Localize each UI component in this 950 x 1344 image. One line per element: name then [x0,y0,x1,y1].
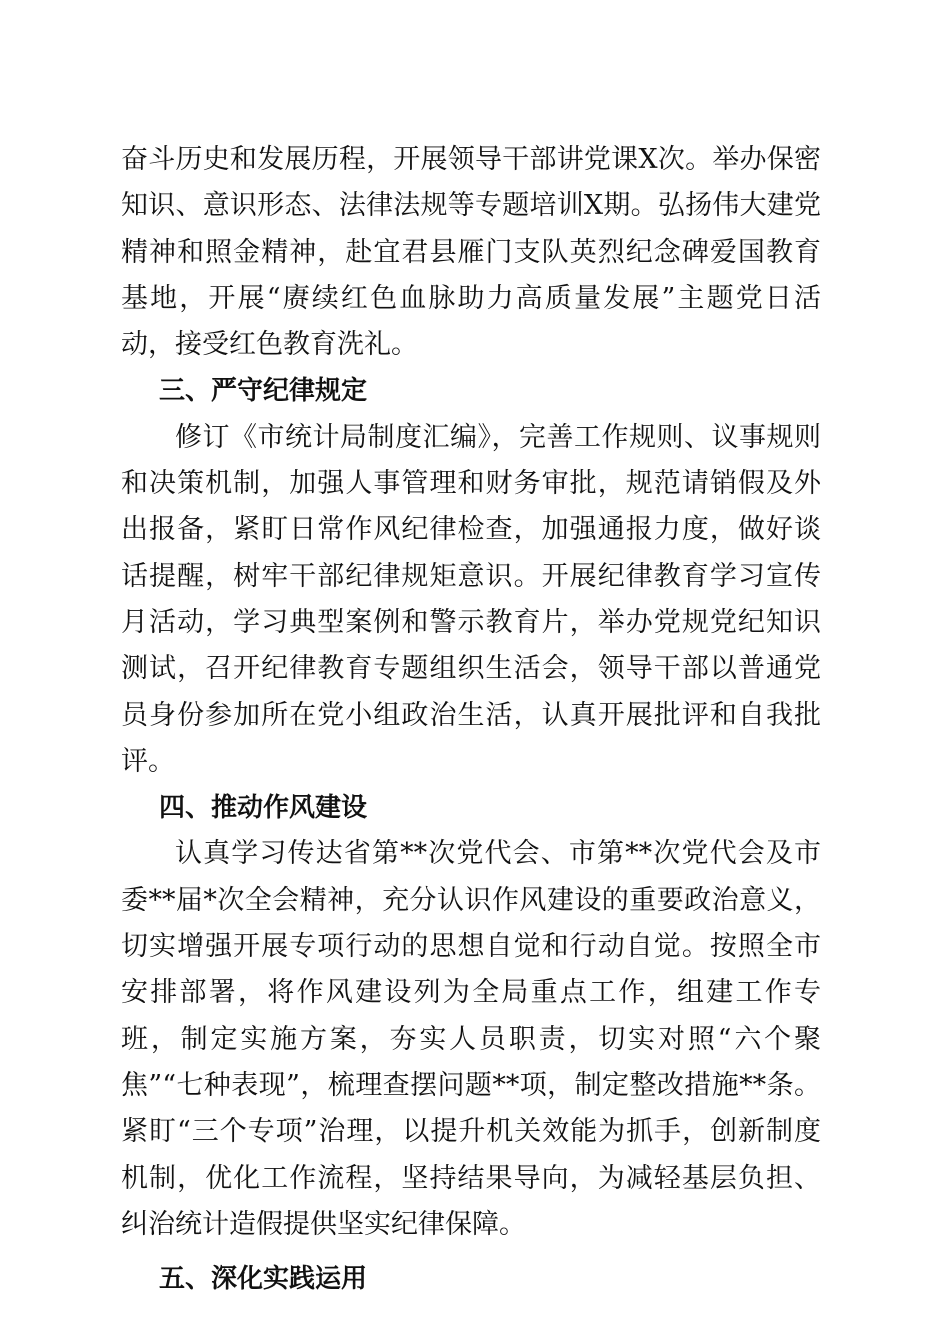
section-heading-discipline: 三、严守纪律规定 [159,376,368,407]
document-body [121,137,821,1302]
paragraph-discipline: 修订《市统计局制度汇编》，完善工作规则、议事规则和决策机制，加强人事管理和财务审批，规范请销假及外出报备，紧盯日常作风纪律检查，加强通报力度，做好谈话提醒，树牢干部纪律规矩意识。开展纪律教育学习宣传月活动，学习典型案例和警示教育片，举办党规党纪知识测试，召开纪律教育专题组织生活会，领导干部以普通党员身份参加所在党小组政治生活，认真开展批评和自我批评。 [121,421,821,777]
paragraph-work-style: 认真学习传达省第**次党代会、市第**次党代会及市委**届*次全会精神，充分认识作风建设的重要政治意义，切实增强开展专项行动的思想自觉和行动自觉。按照全市安排部署，将作风建设列为全局重点工作，组建工作专班，制定实施方案，夯实人员职责，切实对照“六个聚焦”“七种表现”，梳理查摆问题**项，制定整改措施**条。紧盯“三个专项”治理，以提升机关效能为抓手，创新制度机制，优化工作流程，坚持结果导向，为减轻基层负担、纠治统计造假提供坚实纪律保障。 [121,838,821,1240]
section-heading-work-style: 四、推动作风建设 [159,793,368,824]
paragraph-continuation: 奋斗历史和发展历程，开展领导干部讲党课X次。举办保密知识、意识形态、法律法规等专题培训X期。弘扬伟大建党精神和照金精神，赴宜君县雁门支队英烈纪念碑爱国教育基地，开展“赓续红色血脉助力高质量发展”主题党日活动，接受红色教育洗礼。 [121,144,821,361]
section-heading-practice: 五、深化实践运用 [159,1264,368,1295]
